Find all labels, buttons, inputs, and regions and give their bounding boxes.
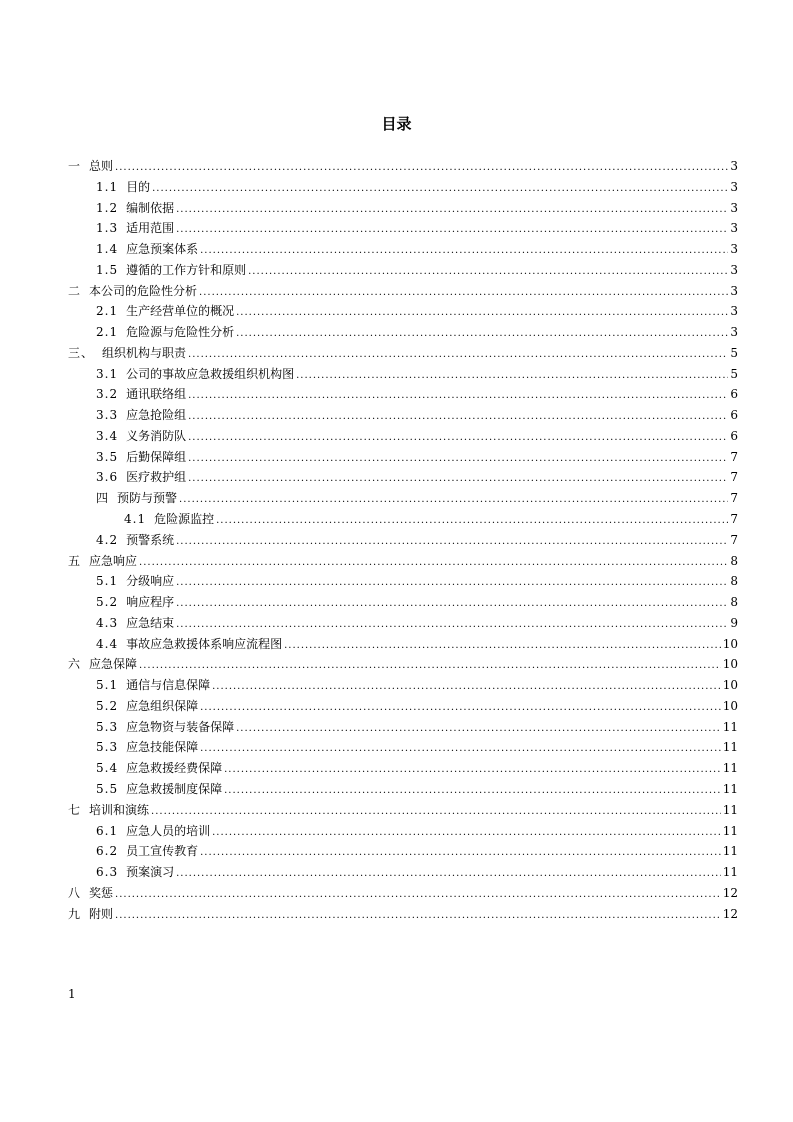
toc-entry-page: 11 xyxy=(722,761,738,776)
toc-entry-number: 四 xyxy=(96,491,110,506)
toc-entry-title: 预警系统 xyxy=(126,532,175,547)
toc-entry-title: 预防与预警 xyxy=(117,491,178,506)
toc-entry-title: 编制依据 xyxy=(126,200,175,215)
dot-leader xyxy=(188,407,728,428)
toc-entry-number: 3.2 xyxy=(96,387,119,402)
toc-entry-page: 8 xyxy=(730,553,738,568)
toc-entry[interactable] xyxy=(68,447,738,468)
dot-leader xyxy=(236,719,721,740)
toc-entry[interactable] xyxy=(68,904,738,925)
dot-leader xyxy=(224,760,721,781)
toc-entry-number: 一 xyxy=(68,159,82,173)
toc-entry-title: 响应程序 xyxy=(126,595,175,610)
toc-entry-number: 4.1 xyxy=(124,512,147,527)
toc-entry-title: 总则 xyxy=(89,159,114,173)
toc-entry-number: 5.3 xyxy=(96,740,119,755)
toc-entry[interactable] xyxy=(68,426,738,447)
toc-entry[interactable] xyxy=(68,654,738,675)
toc-entry-title: 应急响应 xyxy=(89,553,138,568)
toc-entry-number: 5.1 xyxy=(96,574,119,589)
dot-leader xyxy=(188,449,728,470)
toc-entry-number: 八 xyxy=(68,885,82,900)
toc-entry-title: 应急人员的培训 xyxy=(126,823,211,838)
dot-leader xyxy=(188,428,728,449)
toc-entry-title: 应急救援制度保障 xyxy=(126,781,223,796)
dot-leader xyxy=(176,615,728,636)
dot-leader xyxy=(212,677,721,698)
toc-entry[interactable] xyxy=(68,322,738,343)
toc-entry-title: 培训和演练 xyxy=(89,802,150,817)
dot-leader xyxy=(224,781,721,802)
toc-entry-page: 7 xyxy=(730,491,738,506)
toc-entry-title: 应急结束 xyxy=(126,615,175,630)
toc-entry-page: 7 xyxy=(730,532,738,547)
toc-entry-number: 6.2 xyxy=(96,844,119,859)
toc-entry-page: 7 xyxy=(730,512,738,527)
dot-leader xyxy=(176,532,728,553)
toc-entry-title: 应急抢险组 xyxy=(126,408,187,423)
toc-entry[interactable] xyxy=(68,779,738,800)
toc-entry[interactable] xyxy=(68,592,738,613)
toc-entry-number: 七 xyxy=(68,802,82,817)
toc-entry-title: 通讯联络组 xyxy=(126,387,187,402)
dot-leader xyxy=(176,573,728,594)
toc-entry[interactable] xyxy=(68,218,738,239)
toc-entry-page: 6 xyxy=(730,408,738,423)
toc-entry[interactable] xyxy=(68,260,738,281)
toc-entry-number: 1.1 xyxy=(96,179,119,194)
toc-entry-number: 5.2 xyxy=(96,698,119,713)
toc-entry-number: 1.5 xyxy=(96,262,119,277)
toc-entry-page: 12 xyxy=(722,885,738,900)
toc-entry-page: 10 xyxy=(722,698,738,713)
dot-leader xyxy=(236,303,728,324)
toc-entry[interactable] xyxy=(68,821,738,842)
toc-entry-title: 危险源监控 xyxy=(154,512,215,527)
toc-entry-title: 适用范围 xyxy=(126,221,175,236)
toc-entry-number: 1.4 xyxy=(96,242,119,257)
toc-entry-title: 后勤保障组 xyxy=(126,449,187,464)
toc-entry-title: 医疗救护组 xyxy=(126,470,187,485)
toc-entry-number: 九 xyxy=(68,906,82,921)
toc-entry-number: 4.4 xyxy=(96,636,119,651)
toc-entry-page: 7 xyxy=(730,470,738,485)
toc-entry-page: 3 xyxy=(730,221,738,236)
toc-entry-number: 二 xyxy=(68,283,82,298)
dot-leader xyxy=(176,864,721,885)
toc-entry[interactable] xyxy=(68,156,738,177)
toc-entry-number: 5.2 xyxy=(96,595,119,610)
dot-leader xyxy=(188,345,728,366)
toc-entry-title: 事故应急救援体系响应流程图 xyxy=(126,636,283,651)
toc-entry-page: 5 xyxy=(730,345,738,360)
toc-entry[interactable] xyxy=(68,551,738,572)
toc-entry-number: 三、 xyxy=(68,345,95,360)
dot-leader xyxy=(200,739,721,760)
toc-entry[interactable] xyxy=(68,467,738,488)
toc-entry-number: 5.4 xyxy=(96,761,119,776)
toc-entry-number: 3.6 xyxy=(96,470,119,485)
toc-entry-title: 义务消防队 xyxy=(126,428,187,443)
toc-entry[interactable] xyxy=(68,613,738,634)
dot-leader xyxy=(212,823,721,844)
toc-entry[interactable] xyxy=(68,800,738,821)
toc-entry-number: 5.3 xyxy=(96,719,119,734)
dot-leader xyxy=(296,366,728,387)
toc-entry-page: 11 xyxy=(722,865,738,880)
toc-entry-number: 6.3 xyxy=(96,865,119,880)
toc-entry-title: 应急组织保障 xyxy=(126,698,199,713)
toc-entry[interactable] xyxy=(68,509,738,530)
toc-entry[interactable] xyxy=(68,571,738,592)
dot-leader xyxy=(284,636,721,657)
toc-entry-page: 6 xyxy=(730,428,738,443)
toc-entry-page: 3 xyxy=(730,242,738,257)
dot-leader xyxy=(248,262,728,283)
toc-entry-number: 2.1 xyxy=(96,325,119,340)
toc-entry[interactable] xyxy=(68,488,738,509)
toc-entry[interactable] xyxy=(68,717,738,738)
toc-entry-title: 公司的事故应急救援组织机构图 xyxy=(126,366,295,381)
toc-entry-page: 10 xyxy=(722,657,738,672)
toc-entry-number: 6.1 xyxy=(96,823,119,838)
toc-entry[interactable] xyxy=(68,883,738,904)
toc-entry-title: 目的 xyxy=(126,179,151,194)
toc-entry[interactable] xyxy=(68,696,738,717)
toc-entry-page: 3 xyxy=(730,325,738,340)
toc-entry-page: 11 xyxy=(722,802,738,817)
toc-entry-page: 3 xyxy=(730,304,738,319)
toc-entry-page: 11 xyxy=(722,844,738,859)
dot-leader xyxy=(200,843,721,864)
toc-entry[interactable] xyxy=(68,198,738,219)
dot-leader xyxy=(115,885,721,906)
dot-leader xyxy=(200,698,721,719)
toc-entry[interactable] xyxy=(68,675,738,696)
toc-entry[interactable] xyxy=(68,737,738,758)
toc-entry[interactable] xyxy=(68,177,738,198)
toc-entry-page: 3 xyxy=(730,262,738,277)
dot-leader xyxy=(115,158,728,179)
toc-entry-number: 4.2 xyxy=(96,532,119,547)
toc-title: 目录 xyxy=(381,115,412,133)
toc-entry[interactable] xyxy=(68,301,738,322)
dot-leader xyxy=(179,490,728,511)
dot-leader xyxy=(176,220,728,241)
toc-entry-number: 3.5 xyxy=(96,449,119,464)
toc-entry-title: 应急物资与装备保障 xyxy=(126,719,235,734)
dot-leader xyxy=(152,179,728,200)
toc-entry[interactable] xyxy=(68,281,738,302)
toc-entry-number: 3.4 xyxy=(96,428,119,443)
toc-entry-title: 分级响应 xyxy=(126,574,175,589)
dot-leader xyxy=(151,802,721,823)
toc-entry[interactable] xyxy=(68,634,738,655)
dot-leader xyxy=(188,386,728,407)
toc-entry[interactable] xyxy=(68,758,738,779)
toc-entry-page: 8 xyxy=(730,595,738,610)
toc-entry-page: 3 xyxy=(730,179,738,194)
toc-entry[interactable] xyxy=(68,364,738,385)
toc-entry-page: 11 xyxy=(722,719,738,734)
toc-entry-page: 7 xyxy=(730,449,738,464)
toc-entry-number: 5.1 xyxy=(96,678,119,693)
toc-entry-page: 10 xyxy=(722,678,738,693)
toc-entry-title: 生产经营单位的概况 xyxy=(126,304,235,319)
toc-entry-number: 5.5 xyxy=(96,781,119,796)
toc-entry-page: 10 xyxy=(722,636,738,651)
toc-entry-title: 预案演习 xyxy=(126,865,175,880)
toc-entry-title: 组织机构与职责 xyxy=(102,345,187,360)
toc-entry-title: 应急救援经费保障 xyxy=(126,761,223,776)
toc-entry-title: 本公司的危险性分析 xyxy=(89,283,198,298)
toc-entry-page: 11 xyxy=(722,823,738,838)
toc-entry-number: 3.3 xyxy=(96,408,119,423)
toc-entry-title: 应急预案体系 xyxy=(126,242,199,257)
table-of-contents xyxy=(68,156,738,924)
toc-entry-title: 通信与信息保障 xyxy=(126,678,211,693)
toc-entry-number: 3.1 xyxy=(96,366,119,381)
toc-entry-page: 9 xyxy=(730,615,738,630)
toc-entry[interactable] xyxy=(68,343,738,364)
toc-entry-page: 5 xyxy=(730,366,738,381)
toc-entry-number: 1.3 xyxy=(96,221,119,236)
toc-entry-page: 6 xyxy=(730,387,738,402)
toc-entry[interactable] xyxy=(68,530,738,551)
toc-entry-page: 11 xyxy=(722,740,738,755)
toc-entry-page: 12 xyxy=(722,906,738,921)
toc-entry-number: 五 xyxy=(68,553,82,568)
toc-entry[interactable] xyxy=(68,862,738,883)
toc-entry-title: 应急技能保障 xyxy=(126,740,199,755)
toc-entry-page: 3 xyxy=(730,159,738,173)
toc-entry-page: 3 xyxy=(730,283,738,298)
toc-entry-title: 危险源与危险性分析 xyxy=(126,325,235,340)
toc-entry-number: 2.1 xyxy=(96,304,119,319)
dot-leader xyxy=(176,200,728,221)
toc-entry-title: 奖惩 xyxy=(89,885,114,900)
dot-leader xyxy=(188,469,728,490)
dot-leader xyxy=(199,283,728,304)
toc-entry[interactable] xyxy=(68,405,738,426)
page-number: 1 xyxy=(68,987,76,1001)
toc-entry-page: 11 xyxy=(722,781,738,796)
toc-entry[interactable] xyxy=(68,384,738,405)
dot-leader xyxy=(139,656,721,677)
toc-entry-page: 3 xyxy=(730,200,738,215)
dot-leader xyxy=(139,553,728,574)
toc-entry-title: 遵循的工作方针和原则 xyxy=(126,262,247,277)
dot-leader xyxy=(216,511,728,532)
toc-entry-number: 4.3 xyxy=(96,615,119,630)
dot-leader xyxy=(176,594,728,615)
toc-entry[interactable] xyxy=(68,841,738,862)
dot-leader xyxy=(236,324,728,345)
toc-entry-number: 六 xyxy=(68,657,82,672)
toc-entry-title: 员工宣传教育 xyxy=(126,844,199,859)
dot-leader xyxy=(200,241,728,262)
toc-entry-title: 附则 xyxy=(89,906,114,921)
dot-leader xyxy=(115,906,721,927)
toc-entry-title: 应急保障 xyxy=(89,657,138,672)
toc-entry[interactable] xyxy=(68,239,738,260)
toc-entry-number: 1.2 xyxy=(96,200,119,215)
toc-entry-page: 8 xyxy=(730,574,738,589)
